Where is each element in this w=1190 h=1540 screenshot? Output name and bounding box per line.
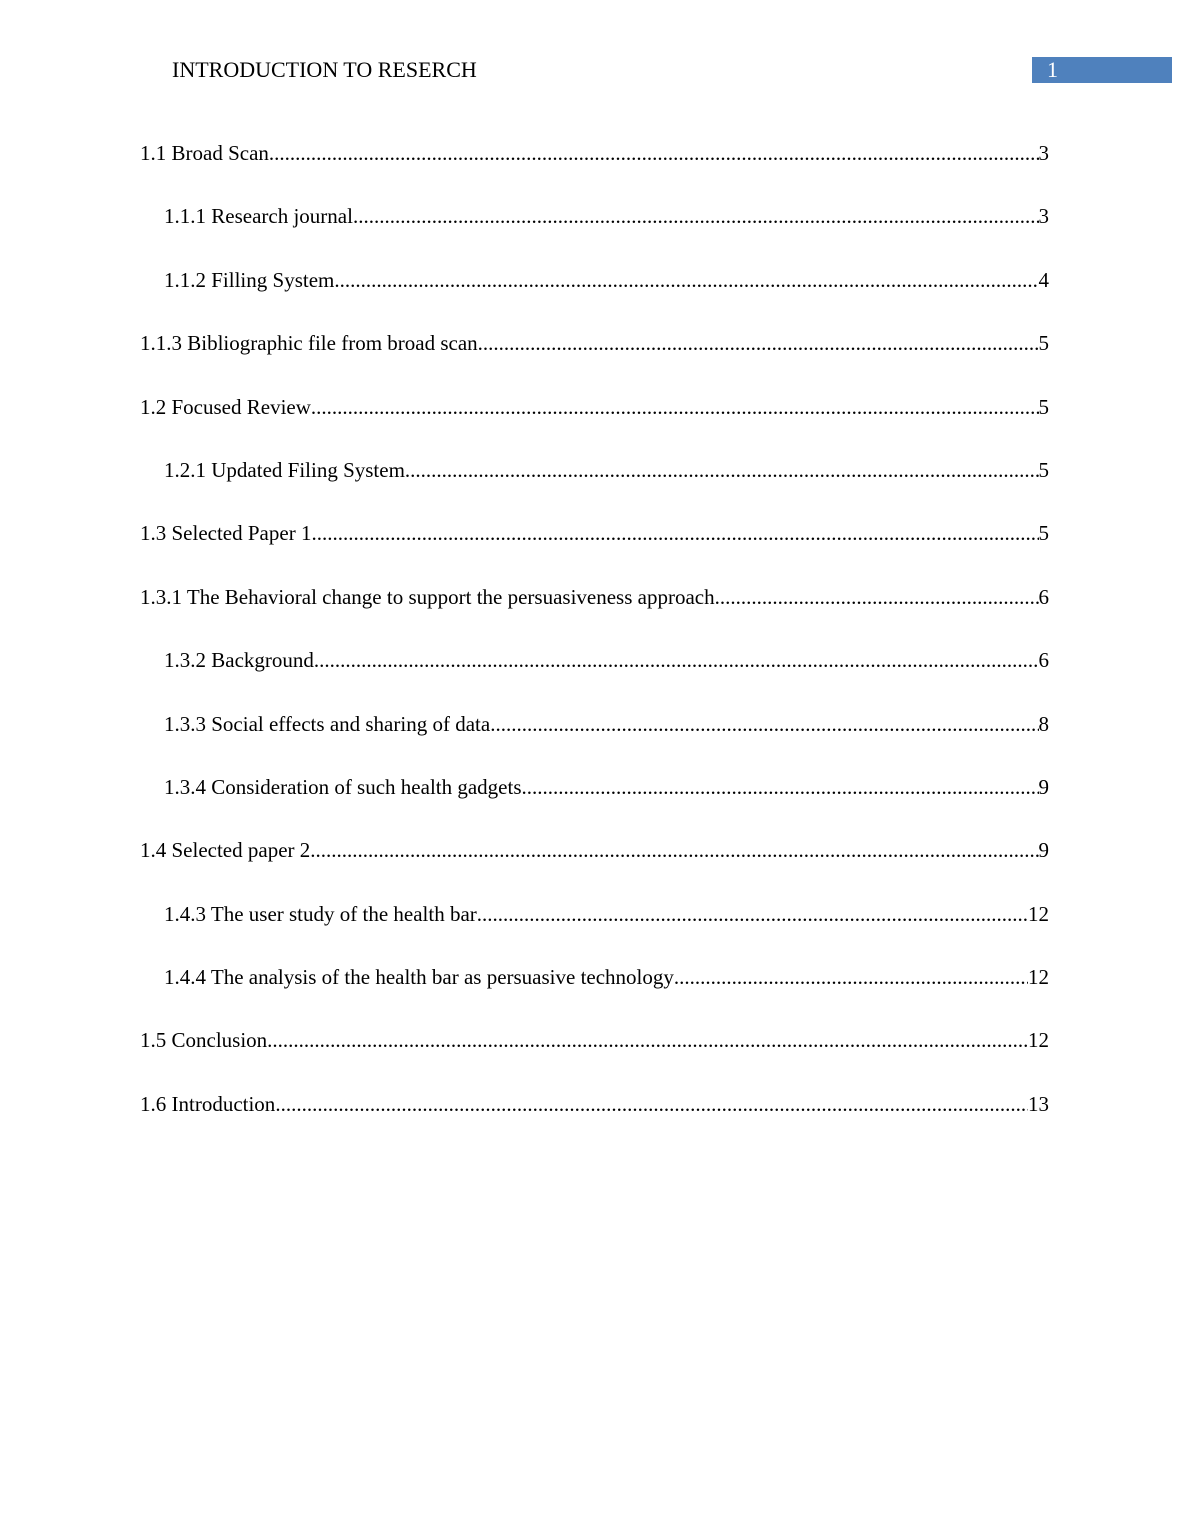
toc-entry-page-number: 6 — [1038, 648, 1049, 673]
toc-entry-page-number: 3 — [1038, 204, 1049, 229]
toc-entry-title: 1.3.1 The Behavioral change to support the persuasiveness approach — [140, 584, 715, 609]
toc-entry-page-number: 12 — [1028, 1028, 1049, 1053]
toc-entry[interactable] — [140, 708, 1049, 771]
toc-entry-title: 1.1.1 Research journal — [164, 204, 353, 229]
toc-dot-leader — [405, 454, 1039, 486]
toc-entry[interactable] — [140, 961, 1049, 1024]
toc-entry[interactable] — [140, 137, 1049, 200]
toc-entry[interactable] — [140, 834, 1049, 897]
toc-entry-page-number: 8 — [1038, 711, 1049, 736]
toc-entry-page-number: 5 — [1038, 331, 1049, 356]
toc-entry-page-number: 12 — [1028, 965, 1049, 990]
toc-dot-leader — [477, 898, 1028, 930]
toc-entry-page-number: 9 — [1038, 774, 1049, 799]
toc-dot-leader — [311, 517, 1038, 549]
toc-dot-leader — [353, 200, 1039, 232]
toc-entry[interactable] — [140, 1088, 1049, 1151]
toc-entry-title: 1.2 Focused Review — [140, 394, 311, 419]
toc-entry-page-number: 5 — [1038, 394, 1049, 419]
toc-entry[interactable] — [140, 517, 1049, 580]
toc-dot-leader — [478, 327, 1039, 359]
table-of-contents — [140, 137, 1049, 1151]
toc-entry-page-number: 5 — [1038, 457, 1049, 482]
toc-entry-title: 1.3.2 Background — [164, 648, 314, 673]
toc-entry[interactable] — [140, 391, 1049, 454]
toc-entry-title: 1.5 Conclusion — [140, 1028, 268, 1053]
toc-entry-title: 1.4.3 The user study of the health bar — [164, 901, 477, 926]
toc-entry-title: 1.1.2 Filling System — [164, 267, 335, 292]
toc-entry-title: 1.6 Introduction — [140, 1091, 276, 1116]
toc-dot-leader — [269, 137, 1039, 169]
toc-dot-leader — [715, 581, 1039, 613]
toc-entry[interactable] — [140, 581, 1049, 644]
toc-entry-page-number: 5 — [1038, 521, 1049, 546]
toc-dot-leader — [311, 391, 1039, 423]
toc-dot-leader — [267, 1024, 1028, 1056]
toc-entry-page-number: 9 — [1038, 838, 1049, 863]
toc-entry-page-number: 3 — [1038, 141, 1049, 165]
toc-entry-page-number: 6 — [1038, 584, 1049, 609]
toc-entry[interactable] — [140, 898, 1049, 961]
page-number-badge: 1 — [1032, 57, 1172, 83]
toc-entry[interactable] — [140, 327, 1049, 390]
toc-entry[interactable] — [140, 644, 1049, 707]
toc-entry-title: 1.1.3 Bibliographic file from broad scan — [140, 331, 478, 356]
running-header-title: INTRODUCTION TO RESERCH — [172, 57, 477, 82]
toc-entry-title: 1.4.4 The analysis of the health bar as persuasive technology — [164, 965, 674, 990]
toc-entry-title: 1.2.1 Updated Filing System — [164, 457, 405, 482]
toc-entry[interactable] — [140, 1024, 1049, 1087]
toc-dot-leader — [310, 834, 1038, 866]
toc-entry-title: 1.3 Selected Paper 1 — [140, 521, 312, 546]
toc-dot-leader — [334, 264, 1038, 296]
toc-entry[interactable] — [140, 200, 1049, 263]
toc-entry-page-number: 12 — [1028, 901, 1049, 926]
toc-dot-leader — [522, 771, 1039, 803]
toc-entry[interactable] — [140, 454, 1049, 517]
toc-entry-title: 1.1 Broad Scan — [140, 141, 269, 165]
toc-dot-leader — [490, 708, 1038, 740]
toc-entry-title: 1.3.3 Social effects and sharing of data — [164, 711, 491, 736]
toc-entry[interactable] — [140, 771, 1049, 834]
toc-dot-leader — [674, 961, 1028, 993]
toc-entry-page-number: 13 — [1028, 1091, 1049, 1116]
toc-entry-page-number: 4 — [1038, 267, 1049, 292]
toc-entry[interactable] — [140, 264, 1049, 327]
toc-entry-title: 1.3.4 Consideration of such health gadgets — [164, 774, 522, 799]
toc-dot-leader — [314, 644, 1039, 676]
toc-entry-title: 1.4 Selected paper 2 — [140, 838, 311, 863]
toc-dot-leader — [275, 1088, 1028, 1120]
